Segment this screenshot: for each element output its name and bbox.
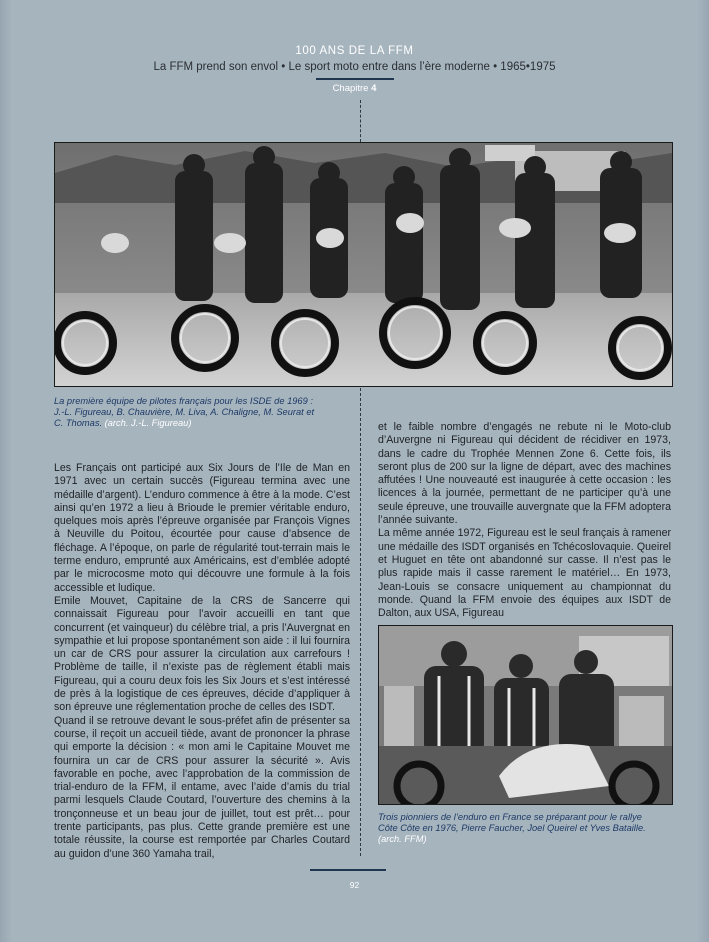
photo-enduro-pioneers-1976 — [378, 625, 673, 805]
section-subtitle: La FFM prend son envol • Le sport moto entre dans l’ère moderne • 1965•1975 — [153, 61, 556, 73]
chapter-label — [0, 83, 709, 95]
left-paragraph: Quand il se retrouve devant le sous-préfet afin de présenter sa course, il reçoit un accueil tiède, avant de prononcer la phrase qui emporte la décision : « mon ami le Capitaine Mouvet me fournira un car de CRS pour assurer la sécurité ». Avis favorable en poche, avec l’approbation de la commission de trial-enduro de la FFM, il entame, avec l’aide d’amis du trial parmi lesquels Claude Coutard, l’ouverture des chemins à la tronçonneuse et un beau jour de juillet, tout est prêt… pour trente participants, pas plus. Cette grande première est une totale réussite, la course est remportée par Charles Coutard au guidon d’une 360 Yamaha trail, — [54, 714, 350, 860]
right-column-text — [378, 421, 671, 620]
footer-rule — [310, 869, 386, 871]
chapter-label-text: Chapitre — [332, 83, 369, 94]
photo-bottom-credit: (arch. FFM) — [378, 834, 427, 844]
photo-enduro-pioneers-image — [379, 626, 672, 804]
book-title: 100 ANS DE LA FFM — [295, 45, 414, 57]
column-divider — [360, 388, 361, 856]
chapter-number: 4 — [371, 83, 377, 94]
right-paragraph: La même année 1972, Figureau est le seul français à ramener une médaille des ISDT organisés en Tchécoslovaquie. Queirel et Huguet en tête ont abandonné sur casse. Il n’est pas le plus rapide mais il casse rarement le matériel… En 1973, Jean-Louis se consacre uniquement au championnat du monde. Quand la FFM envoie des équipes aux ISDT de Dalton, aux USA, Figureau — [378, 527, 671, 620]
photo-bottom-caption-text: Trois pionniers de l’enduro en France se préparant pour le rallye Côte Côte en 1976, Pierre Faucher, Joel Queirel et Yves Bataille. — [378, 812, 646, 833]
photo-top-caption — [54, 396, 324, 429]
right-paragraph: et le faible nombre d’engagés ne rebute ni le Moto-club d’Auvergne ni Figureau qui décident de récidiver en 1973, dans le cadre du Trophée Mennen Zone 6. Cette fois, ils seront plus de 200 sur la ligne de départ, avec des machines affutées ! Une nouveauté est inaugurée à cette occasion : les licences à la journée, permettant de ne participer qu’à une seule épreuve, une trouvaille auvergnate que la FFM adoptera l’année suivante. — [378, 421, 671, 527]
page-number: 92 — [349, 880, 360, 890]
header-rule — [316, 78, 394, 80]
photo-isde-team-1969 — [54, 142, 673, 387]
left-column-text — [54, 462, 350, 861]
left-paragraph: Emile Mouvet, Capitaine de la CRS de Sancerre qui connaissait Figureau pour l’avoir accueilli en tant que concurrent (et vainqueur) du célèbre trial, a pris l’Auvergnat en sympathie et lui propose spontanément son aide : il lui fournira un car de CRS pour assurer la circulation aux carrefours ! Problème de taille, il n’existe pas de règlement établi mais Figureau, qui a couru deux fois les Six Jours et s’est intéressé de près à la logistique de ces épreuves, décide d’appliquer à son épreuve une réglementation proche de celles des ISDT. — [54, 594, 350, 714]
photo-bottom-caption — [378, 812, 648, 845]
running-header — [0, 44, 709, 95]
left-paragraph: Les Français ont participé aux Six Jours de l’Ile de Man en 1971 avec un certain succès (Figureau termina avec une médaille d’argent). L’enduro commence à être à la mode. C’est ainsi qu’en 1972 a lieu à Brioude le premier véritable enduro, quelques mois après l’épreuve organisée par François Vignes à Neuville du Poitou, écourtée pour cause d’absence de fléchage. A l’époque, on parle de régularité tout-terrain mais le terme enduro, emprunté aux Américains, est d’emblée adopté par le microcosme moto qui découvre une formule à la fois accessible et ludique. — [54, 462, 350, 594]
divider-top — [360, 100, 361, 142]
photo-isde-team-image — [55, 143, 672, 386]
photo-top-caption-text: La première équipe de pilotes français pour les ISDE de 1969 : J.-L. Figureau, B. Chauvière, M. Liva, A. Chaligne, M. Seurat et C. Thomas. — [54, 396, 315, 428]
photo-top-credit: (arch. J.-L. Figureau) — [104, 418, 192, 428]
